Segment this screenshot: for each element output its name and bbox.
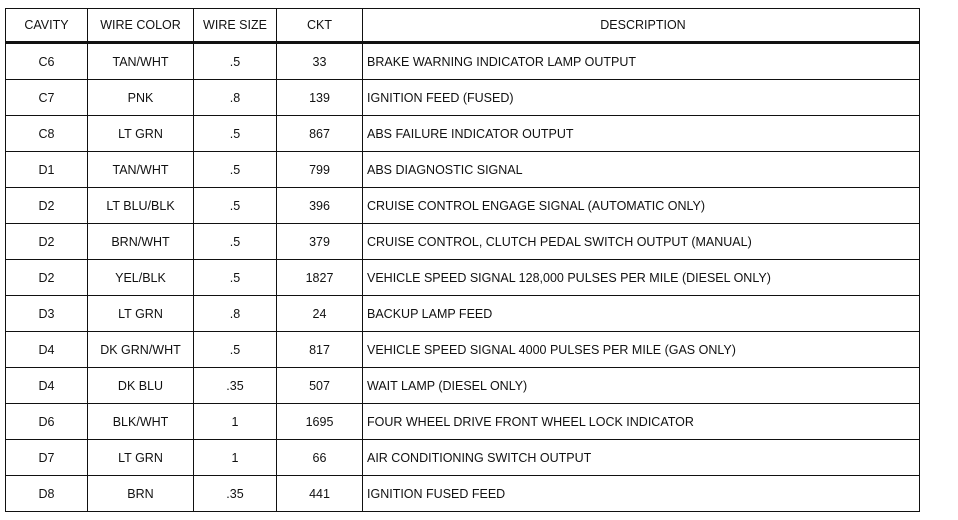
- table-row: [6, 260, 920, 296]
- table-row: [6, 368, 920, 404]
- table-row: [6, 296, 920, 332]
- cell-ckt: 379: [277, 224, 363, 260]
- cell-cavity: C7: [6, 80, 88, 116]
- cell-description: ABS FAILURE INDICATOR OUTPUT: [363, 116, 920, 152]
- cell-ckt: 139: [277, 80, 363, 116]
- cell-ckt: 867: [277, 116, 363, 152]
- cell-cavity: D1: [6, 152, 88, 188]
- table-row: [6, 43, 920, 80]
- cell-wire-size: .5: [194, 188, 277, 224]
- cell-wire-size: .5: [194, 224, 277, 260]
- cell-cavity: D7: [6, 440, 88, 476]
- cell-description: CRUISE CONTROL ENGAGE SIGNAL (AUTOMATIC ONLY): [363, 188, 920, 224]
- cell-wire-size: 1: [194, 440, 277, 476]
- cell-cavity: D6: [6, 404, 88, 440]
- cell-wire-size: .8: [194, 296, 277, 332]
- cell-cavity: D4: [6, 368, 88, 404]
- cell-wire-size: .5: [194, 332, 277, 368]
- cell-wire-color: LT GRN: [88, 440, 194, 476]
- cell-wire-size: .5: [194, 43, 277, 80]
- cell-cavity: C8: [6, 116, 88, 152]
- table-row: [6, 152, 920, 188]
- cell-cavity: D2: [6, 188, 88, 224]
- cell-ckt: 66: [277, 440, 363, 476]
- cell-wire-color: TAN/WHT: [88, 43, 194, 80]
- cell-wire-size: .5: [194, 152, 277, 188]
- cell-description: VEHICLE SPEED SIGNAL 4000 PULSES PER MILE (GAS ONLY): [363, 332, 920, 368]
- cell-cavity: D3: [6, 296, 88, 332]
- cell-cavity: D2: [6, 224, 88, 260]
- cell-wire-color: LT BLU/BLK: [88, 188, 194, 224]
- cell-ckt: 24: [277, 296, 363, 332]
- table-row: [6, 224, 920, 260]
- table-row: [6, 80, 920, 116]
- cell-cavity: C6: [6, 43, 88, 80]
- cell-cavity: D8: [6, 476, 88, 512]
- cell-description: FOUR WHEEL DRIVE FRONT WHEEL LOCK INDICATOR: [363, 404, 920, 440]
- cell-wire-size: .5: [194, 116, 277, 152]
- cell-wire-color: TAN/WHT: [88, 152, 194, 188]
- table-row: [6, 332, 920, 368]
- cell-description: IGNITION FEED (FUSED): [363, 80, 920, 116]
- cell-wire-size: .35: [194, 368, 277, 404]
- cell-ckt: 817: [277, 332, 363, 368]
- cell-wire-color: LT GRN: [88, 116, 194, 152]
- cell-cavity: D2: [6, 260, 88, 296]
- cell-description: CRUISE CONTROL, CLUTCH PEDAL SWITCH OUTPUT (MANUAL): [363, 224, 920, 260]
- table-header: [6, 9, 920, 43]
- table-row: [6, 440, 920, 476]
- header-wire-color: WIRE COLOR: [88, 9, 194, 43]
- cell-description: AIR CONDITIONING SWITCH OUTPUT: [363, 440, 920, 476]
- cell-ckt: 441: [277, 476, 363, 512]
- cell-ckt: 1827: [277, 260, 363, 296]
- cell-wire-size: 1: [194, 404, 277, 440]
- cell-description: WAIT LAMP (DIESEL ONLY): [363, 368, 920, 404]
- table-row: [6, 116, 920, 152]
- cell-ckt: 507: [277, 368, 363, 404]
- header-ckt: CKT: [277, 9, 363, 43]
- cell-wire-color: DK BLU: [88, 368, 194, 404]
- cell-wire-color: DK GRN/WHT: [88, 332, 194, 368]
- cell-wire-color: LT GRN: [88, 296, 194, 332]
- cell-description: BRAKE WARNING INDICATOR LAMP OUTPUT: [363, 43, 920, 80]
- cell-ckt: 396: [277, 188, 363, 224]
- cell-ckt: 1695: [277, 404, 363, 440]
- cell-description: BACKUP LAMP FEED: [363, 296, 920, 332]
- cell-wire-color: BRN: [88, 476, 194, 512]
- header-wire-size: WIRE SIZE: [194, 9, 277, 43]
- table-row: [6, 188, 920, 224]
- connector-table: [5, 8, 920, 512]
- cell-wire-color: PNK: [88, 80, 194, 116]
- cell-description: ABS DIAGNOSTIC SIGNAL: [363, 152, 920, 188]
- cell-cavity: D4: [6, 332, 88, 368]
- cell-description: VEHICLE SPEED SIGNAL 128,000 PULSES PER MILE (DIESEL ONLY): [363, 260, 920, 296]
- cell-wire-size: .8: [194, 80, 277, 116]
- cell-wire-color: BLK/WHT: [88, 404, 194, 440]
- cell-wire-size: .5: [194, 260, 277, 296]
- cell-ckt: 33: [277, 43, 363, 80]
- cell-wire-size: .35: [194, 476, 277, 512]
- cell-ckt: 799: [277, 152, 363, 188]
- table-row: [6, 476, 920, 512]
- cell-wire-color: YEL/BLK: [88, 260, 194, 296]
- table-row: [6, 404, 920, 440]
- header-description: DESCRIPTION: [363, 9, 920, 43]
- cell-wire-color: BRN/WHT: [88, 224, 194, 260]
- header-cavity: CAVITY: [6, 9, 88, 43]
- cell-description: IGNITION FUSED FEED: [363, 476, 920, 512]
